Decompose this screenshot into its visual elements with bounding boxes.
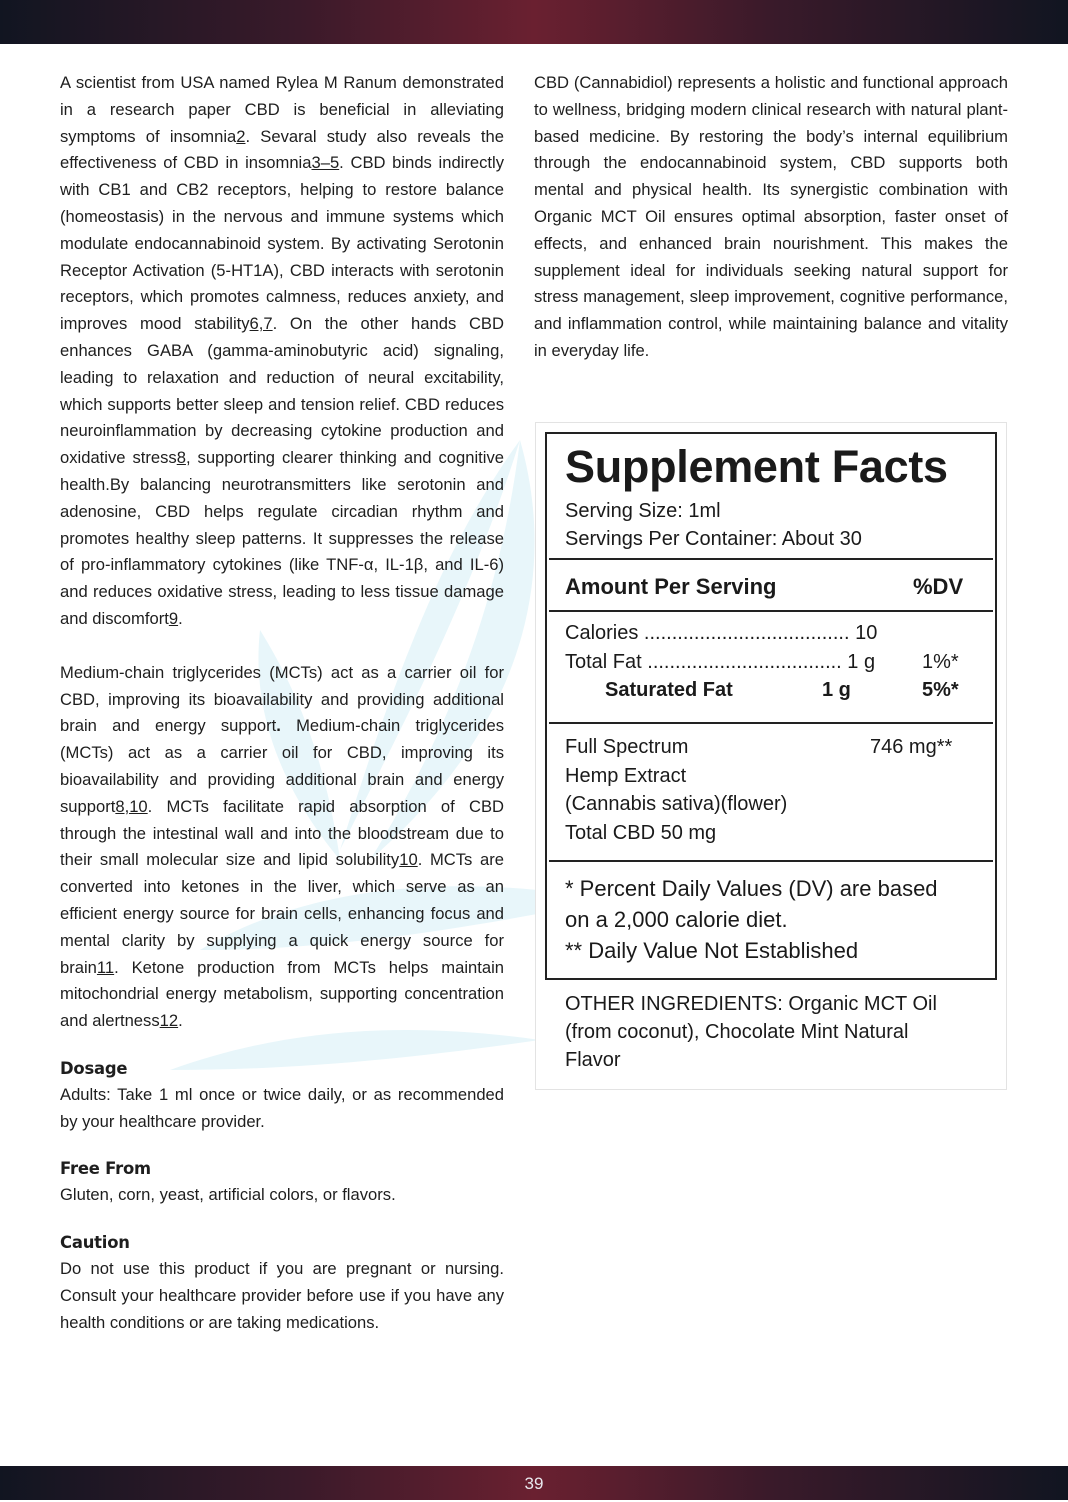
facts-divider <box>549 558 993 560</box>
citation-ref: 8 <box>176 448 186 468</box>
servings-per-container: Servings Per Container: About 30 <box>565 528 862 550</box>
caution-text: Do not use this product if you are pregnant or nursing. Consult your healthcare provider before use if you have any health conditions or are taking medications. <box>60 1259 504 1332</box>
page-number: 39 <box>524 1474 544 1493</box>
cbd-summary-paragraph: CBD (Cannabidiol) represents a holistic and functional approach to wellness, bridging modern clinical research with natural plant-based medicine. By restoring the body’s internal equilibrium through the endocannabinoid system, CBD supports both mental and physical health. Its synergistic combination with Organic MCT Oil ensures optimal absorption, faster onset of effects, and enhanced brain nourishment. This makes the supplement ideal for individuals seeking natural support for stress management, sleep improvement, cognitive performance, and inflammation control, while maintaining balance and vitality in everyday life. <box>534 73 1008 360</box>
paragraph-text: , supporting clearer thinking and cognitive health.By balancing neurotransmitters like serotonin and adenosine, CBD helps regulate circadian rhythm and promotes healthy sleep patterns. It suppresses the release of pro-inflammatory cytokines (like TNF-α, IL-1β, and IL-6) and reduces oxidative stress, leading to less tissue damage and discomfort <box>60 448 504 628</box>
dv-footnote: ** Daily Value Not Established <box>565 938 859 963</box>
dv-footnote: * Percent Daily Values (DV) are based <box>565 876 938 901</box>
citation-ref: 2 <box>236 126 246 146</box>
extract-line: (Cannabis sativa)(flower) <box>565 793 788 815</box>
paragraph-text: . On the other hands CBD enhances GABA (gamma-aminobutyric acid) signaling, leading to relaxation and reduction of neural excitability, which supports better sleep and tension relief. CBD reduces neuroinflammation by decreasing cytokine production and oxidative stress <box>60 314 504 468</box>
serving-size: Serving Size: 1ml <box>565 500 721 522</box>
dosage-section <box>60 1055 504 1136</box>
facts-title: Supplement Facts <box>565 441 948 492</box>
saturated-fat-label: Saturated Fat <box>605 679 733 701</box>
dosage-text: Adults: Take 1 ml once or twice daily, or as recommended by your healthcare provider. <box>60 1084 504 1131</box>
paragraph-text: . MCTs facilitate rapid absorption of CBD through the intestinal wall and into the bloodstream due to their small molecular size and lipid solubility <box>60 796 504 870</box>
caution-heading: Caution <box>60 1233 130 1253</box>
citation-ref: 9 <box>168 608 179 628</box>
citation-ref: 11 <box>96 957 115 977</box>
other-ingredients: (from coconut), Chocolate Mint Natural <box>565 1021 909 1043</box>
paragraph-text: . Ketone production from MCTs helps maintain mitochondrial energy metabolism, supporting concentration and alertness <box>60 957 504 1031</box>
total-fat-dv: 1%* <box>922 651 959 673</box>
paragraph-text: Medium-chain triglycerides (MCTs) act as a carrier oil for CBD, improving its bioavailability and providing additional brain and energy support <box>60 662 504 736</box>
paragraph-text: . Sevaral study also reveals the effectiveness of CBD in insomnia <box>60 126 504 173</box>
free-from-heading: Free From <box>60 1159 151 1179</box>
other-ingredients: Flavor <box>565 1049 621 1071</box>
insomnia-paragraph <box>60 70 504 633</box>
paragraph-text: . CBD binds indirectly with CB1 and CB2 receptors, helping to restore balance (homeostasis) in the nervous and immune systems which modulate endocannabinoid system. By activating Serotonin Receptor Activation (5-HT1A), CBD interacts with serotonin receptors, which promotes calmness, reduces anxiety, and improves mood stability <box>60 153 505 334</box>
amount-per-serving-header: Amount Per Serving <box>565 574 777 599</box>
paragraph-text: A scientist from USA named Rylea M Ranum demonstrated in a research paper CBD is beneficial in alleviating symptoms of insomnia <box>60 73 504 146</box>
paragraph-text: . <box>178 608 183 628</box>
extract-amount: 746 mg** <box>870 736 953 758</box>
citation-ref: 12 <box>159 1011 179 1031</box>
paragraph-text: . <box>178 1011 183 1031</box>
saturated-fat-amount: 1 g <box>822 679 851 701</box>
calories-row: Calories ..................................... 10 <box>565 622 878 644</box>
citation-ref: 3–5 <box>311 153 340 173</box>
extract-line: Full Spectrum <box>565 736 689 758</box>
citation-ref: 10 <box>399 850 418 870</box>
free-from-section <box>60 1155 504 1209</box>
dv-footnote: on a 2,000 calorie diet. <box>565 907 788 932</box>
facts-divider <box>549 610 993 612</box>
left-column <box>60 70 504 1337</box>
right-column <box>534 70 1008 365</box>
header-band <box>0 0 1068 44</box>
free-from-text: Gluten, corn, yeast, artificial colors, or flavors. <box>60 1185 396 1205</box>
total-fat-row: Total Fat ................................... 1 g <box>565 651 876 673</box>
citation-ref: 6,7 <box>249 314 273 334</box>
caution-section <box>60 1229 504 1336</box>
total-cbd-line: Total CBD 50 mg <box>565 822 717 844</box>
dosage-heading: Dosage <box>60 1058 128 1078</box>
other-ingredients: OTHER INGREDIENTS: Organic MCT Oil <box>565 993 937 1015</box>
dv-header: %DV <box>913 574 964 599</box>
paragraph-text: . <box>276 716 281 736</box>
saturated-fat-dv: 5%* <box>922 679 959 701</box>
paragraph-text: Medium-chain triglycerides (MCTs) act as a carrier oil for CBD, improving its bioavailability and providing additional brain and energy support <box>60 716 504 816</box>
facts-divider <box>549 722 993 724</box>
paragraph-text: . MCTs are converted into ketones in the liver, which serve as an efficient energy source for brain cells, enhancing focus and mental clarity by supplying a quick energy source for brain <box>60 850 504 977</box>
citation-ref: 8,10 <box>115 796 148 816</box>
facts-divider <box>549 860 993 862</box>
mct-paragraph <box>60 660 504 1035</box>
extract-line: Hemp Extract <box>565 765 687 787</box>
